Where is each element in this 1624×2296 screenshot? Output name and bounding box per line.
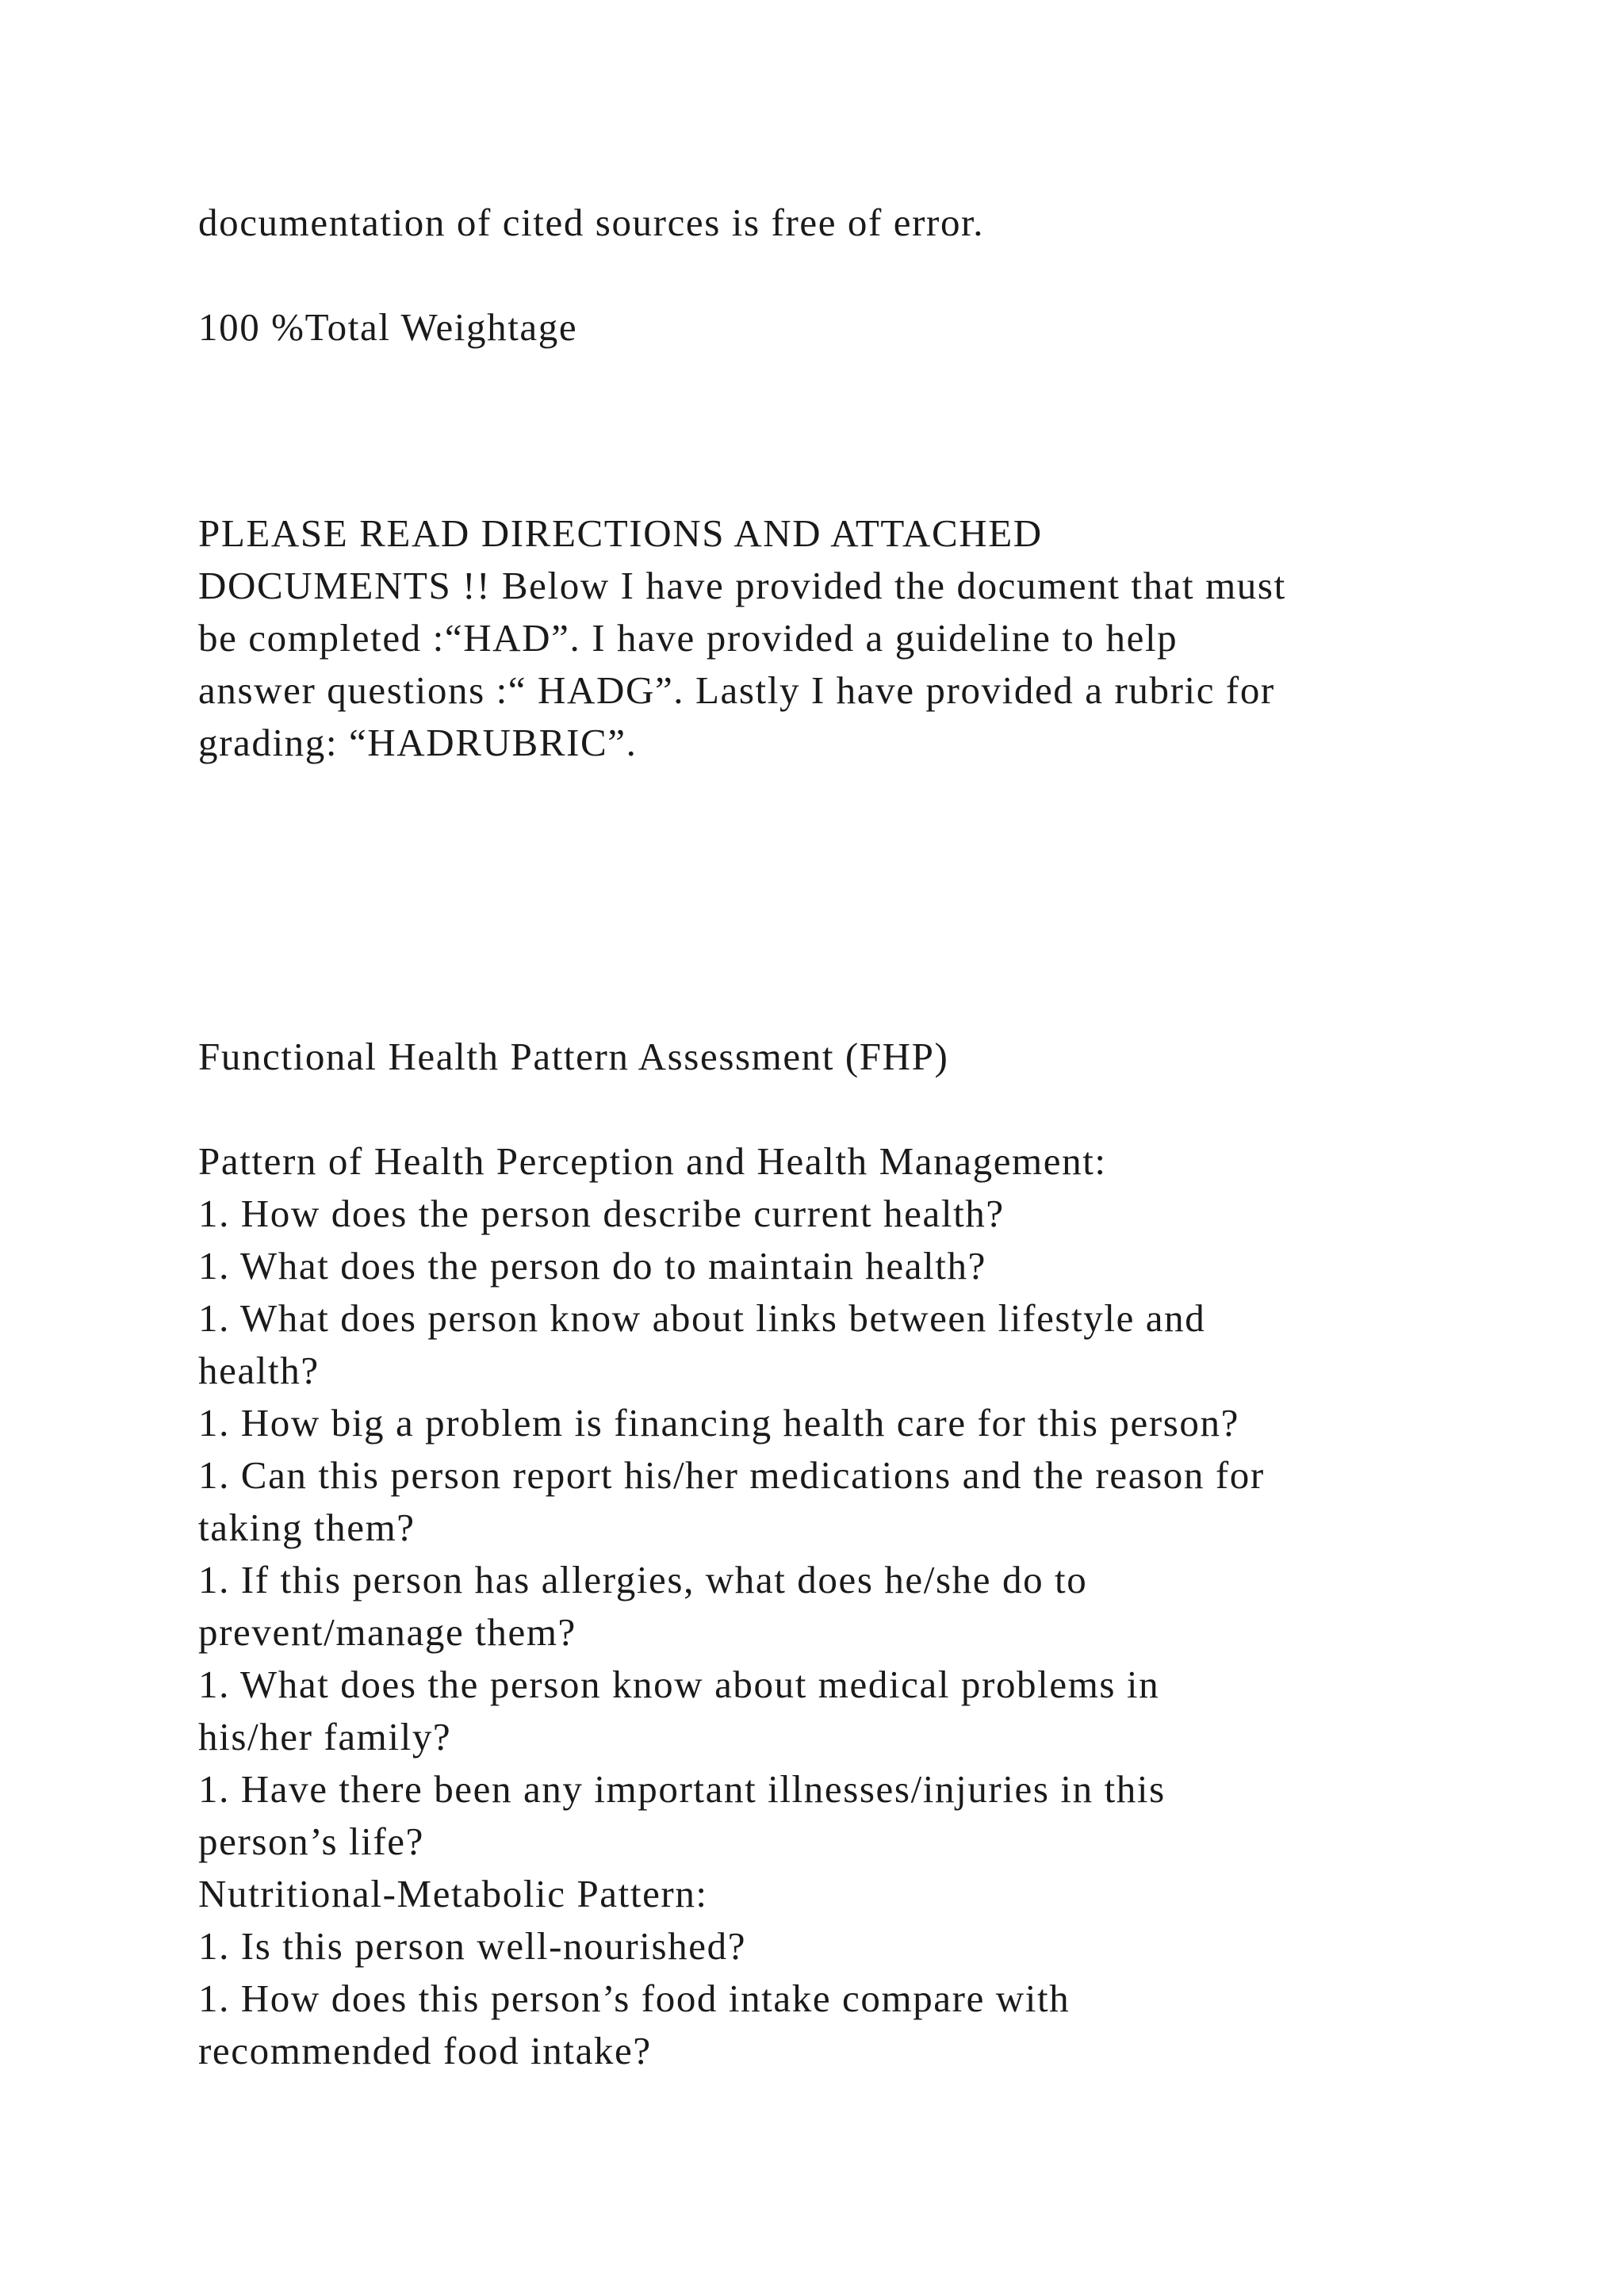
health-perception-line: 1. Have there been any important illnesses/injuries in this bbox=[198, 1767, 1166, 1811]
health-perception-line: taking them? bbox=[198, 1506, 416, 1549]
health-perception-line: 1. What does person know about links between lifestyle and bbox=[198, 1296, 1206, 1340]
health-perception-line: person’s life? bbox=[198, 1820, 425, 1863]
total-weightage-line: 100 %Total Weightage bbox=[198, 305, 578, 349]
directions-line-4: answer questions :“ HADG”. Lastly I have provided a rubric for bbox=[198, 668, 1275, 712]
directions-line-3: be completed :“HAD”. I have provided a guideline to help bbox=[198, 616, 1178, 660]
nutritional-heading: Nutritional-Metabolic Pattern: bbox=[198, 1872, 708, 1915]
health-perception-line: health? bbox=[198, 1349, 320, 1392]
health-perception-line: 1. How does the person describe current health? bbox=[198, 1192, 1005, 1235]
directions-line-5: grading: “HADRUBRIC”. bbox=[198, 721, 638, 764]
assessment-title: Functional Health Pattern Assessment (FHP) bbox=[198, 1035, 949, 1078]
health-perception-line: prevent/manage them? bbox=[198, 1610, 576, 1654]
health-perception-line: 1. Can this person report his/her medications and the reason for bbox=[198, 1453, 1265, 1497]
directions-line-2: DOCUMENTS !! Below I have provided the document that must bbox=[198, 564, 1286, 607]
intro-line-1: documentation of cited sources is free of error. bbox=[198, 201, 985, 244]
nutritional-line: 1. Is this person well-nourished? bbox=[198, 1924, 747, 1968]
health-perception-line: 1. What does the person know about medical problems in bbox=[198, 1663, 1160, 1706]
nutritional-line: 1. How does this person’s food intake compare with bbox=[198, 1976, 1071, 2020]
nutritional-line: recommended food intake? bbox=[198, 2029, 652, 2072]
health-perception-line: his/her family? bbox=[198, 1715, 452, 1758]
health-perception-line: 1. How big a problem is financing health care for this person? bbox=[198, 1401, 1239, 1445]
health-perception-line: 1. What does the person do to maintain health? bbox=[198, 1244, 986, 1288]
health-perception-heading: Pattern of Health Perception and Health Management: bbox=[198, 1139, 1107, 1183]
directions-line-1: PLEASE READ DIRECTIONS AND ATTACHED bbox=[198, 511, 1043, 555]
health-perception-line: 1. If this person has allergies, what does he/she do to bbox=[198, 1558, 1088, 1601]
